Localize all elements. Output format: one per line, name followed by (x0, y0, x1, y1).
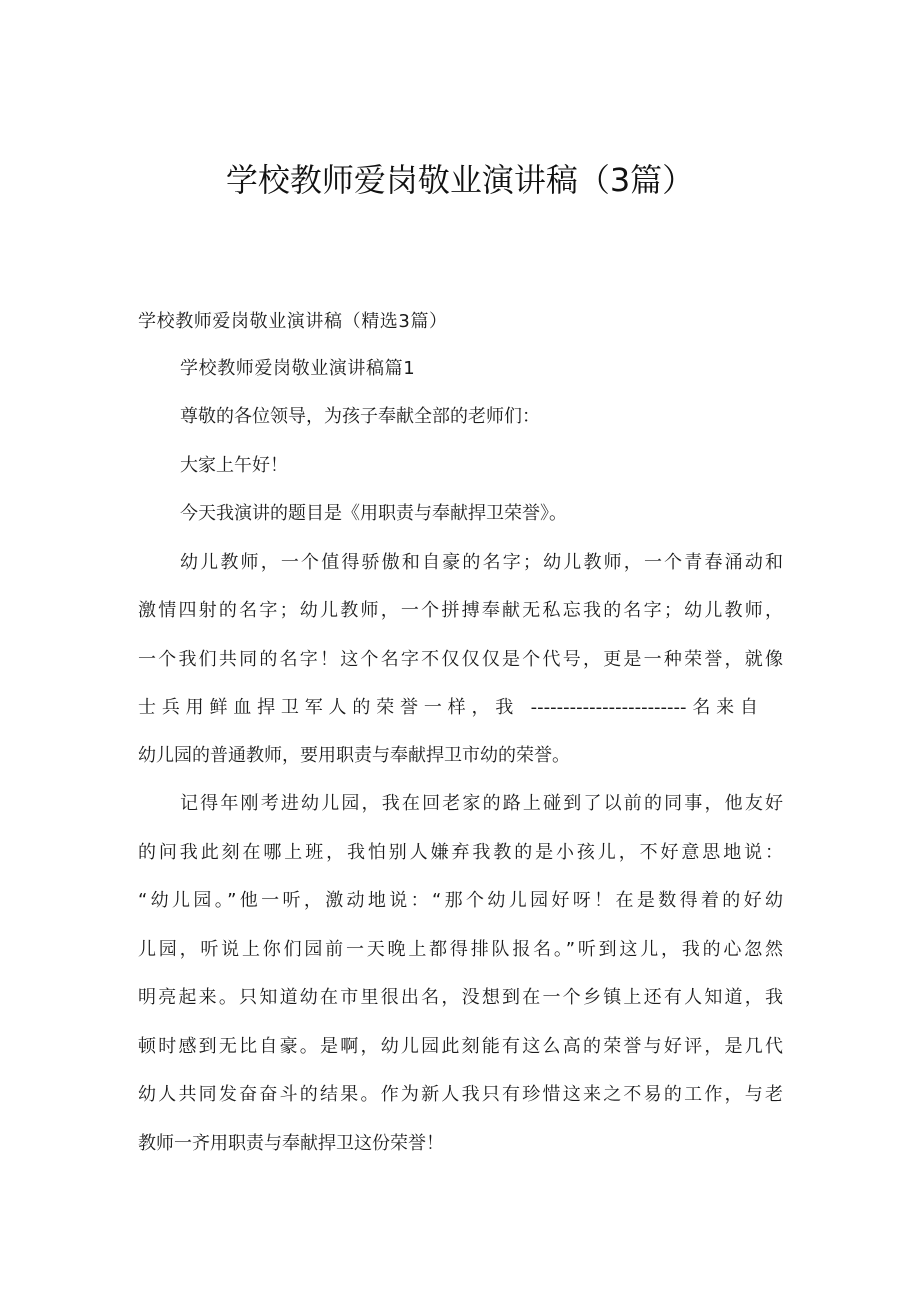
paragraph-line: 幼儿园的普通教师，要用职责与奉献捍卫市幼的荣誉。 (138, 745, 570, 766)
section-heading: 学校教师爱岗敬业演讲稿篇1 (180, 358, 416, 379)
paragraph-line: 教师一齐用职责与奉献捍卫这份荣誉！ (138, 1133, 444, 1154)
paragraph-line: 一个我们共同的名字！这个名字不仅仅仅是个代号，更是一种荣誉，就像 (138, 649, 783, 670)
greeting-line: 大家上午好！ (180, 455, 288, 476)
paragraph-line: 儿园，听说上你们园前一天晚上都得排队报名。”听到这儿，我的心忽然 (138, 939, 783, 960)
topic-line: 今天我演讲的题目是《用职责与奉献捍卫荣誉》。 (180, 503, 567, 524)
paragraph-line: 记得年刚考进幼儿园，我在回老家的路上碰到了以前的同事，他友好 (180, 793, 783, 814)
paragraph-line: 幼人共同发奋奋斗的结果。作为新人我只有珍惜这来之不易的工作，与老 (138, 1084, 783, 1105)
paragraph-line: 激情四射的名字；幼儿教师，一个拼搏奉献无私忘我的名字；幼儿教师， (138, 600, 783, 621)
paragraph-line: 明亮起来。只知道幼在市里很出名，没想到在一个乡镇上还有人知道，我 (138, 987, 783, 1008)
paragraph-line: 幼儿教师，一个值得骄傲和自豪的名字；幼儿教师，一个青春涌动和 (180, 552, 783, 573)
paragraph-line: 的问我此刻在哪上班，我怕别人嫌弃我教的是小孩儿，不好意思地说： (138, 842, 783, 863)
paragraph-line: 士兵用鲜血捍卫军人的荣誉一样，我 ------------------------名来自 (138, 697, 758, 718)
document-title: 学校教师爱岗敬业演讲稿（3篇） (225, 161, 695, 199)
document-subtitle: 学校教师爱岗敬业演讲稿（精选3篇） (138, 311, 448, 332)
paragraph-line: “幼儿园。”他一听，激动地说：“那个幼儿园好呀！在是数得着的好幼 (138, 890, 783, 911)
paragraph-line: 顿时感到无比自豪。是啊，幼儿园此刻能有这么高的荣誉与好评，是几代 (138, 1036, 783, 1057)
salutation-line: 尊敬的各位领导，为孩子奉献全部的老师们： (180, 406, 540, 427)
